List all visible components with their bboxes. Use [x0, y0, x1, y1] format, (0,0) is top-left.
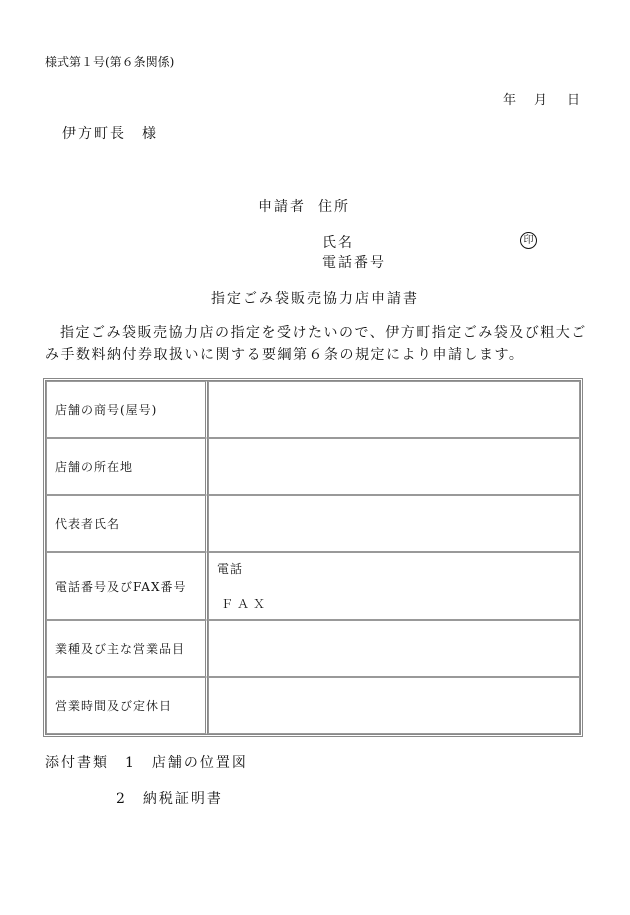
applicant-label: 申請者 [258, 199, 306, 215]
attachment-item-2 [116, 788, 223, 808]
tel-label: 電話 [217, 562, 244, 576]
form-number: 様式第１号(第６条関係) [45, 55, 175, 69]
fax-label: ＦＡＸ [221, 597, 270, 611]
address-label: 住所 [318, 199, 350, 215]
table-row [46, 620, 580, 677]
seal-mark: 印 [520, 232, 537, 249]
shop-address-field[interactable] [208, 438, 580, 495]
row-label-business-hours: 営業時間及び定休日 [46, 677, 208, 734]
table-row [46, 438, 580, 495]
attachment-text: 納税証明書 [142, 791, 223, 807]
name-label: 氏名 [322, 235, 354, 251]
body-text: 指定ごみ袋販売協力店の指定を受けたいので、伊方町指定ごみ袋及び粗大ごみ手数料納付券取扱いに関する要綱第６条の規定により申請します。 [45, 325, 587, 363]
date-day-label: 日 [567, 93, 582, 108]
phone-fax-field[interactable] [208, 552, 580, 620]
business-type-field[interactable] [208, 620, 580, 677]
row-label-representative: 代表者氏名 [46, 495, 208, 552]
row-label-shop-address: 店舗の所在地 [46, 438, 208, 495]
attachment-number: 1 [125, 755, 136, 771]
addressee: 伊方町長 様 [62, 126, 158, 142]
table-row [46, 381, 580, 438]
representative-field[interactable] [208, 495, 580, 552]
phone-label: 電話番号 [322, 255, 386, 271]
row-label-shop-name: 店舗の商号(屋号) [46, 381, 208, 438]
application-table [43, 378, 583, 737]
table-row [46, 495, 580, 552]
table-row [46, 552, 580, 620]
date-month-label: 月 [534, 93, 549, 108]
attachment-text: 店舗の位置図 [151, 755, 248, 771]
table-row [46, 677, 580, 734]
row-label-business-type: 業種及び主な営業品目 [46, 620, 208, 677]
business-hours-field[interactable] [208, 677, 580, 734]
date-year-label: 年 [503, 93, 518, 108]
attachment-number: 2 [116, 791, 127, 807]
document-title: 指定ごみ袋販売協力店申請書 [211, 291, 419, 307]
row-label-phone-fax: 電話番号及びFAX番号 [46, 552, 208, 620]
attachments-label: 添付書類 [45, 755, 109, 771]
body-paragraph [45, 322, 590, 366]
attachment-item-1 [45, 752, 248, 772]
shop-name-field[interactable] [208, 381, 580, 438]
